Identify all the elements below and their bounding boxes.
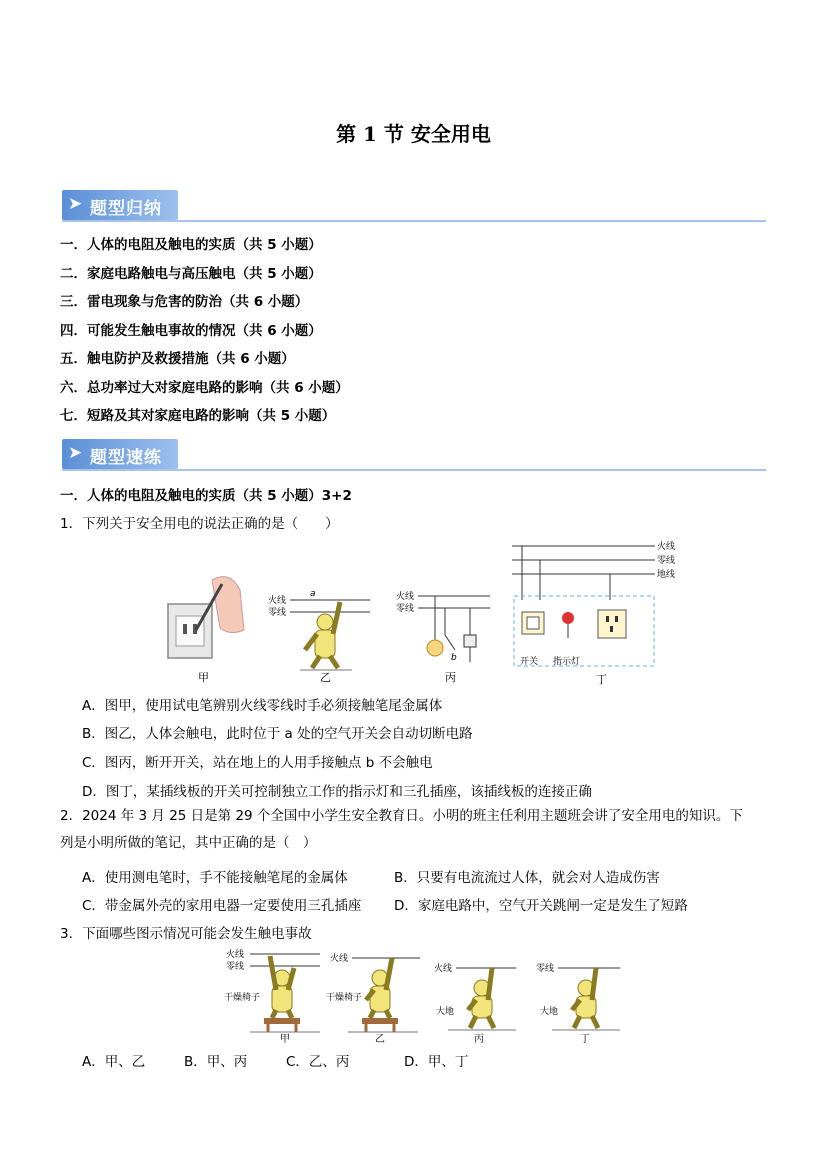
fig-label: 丙 [474, 1034, 484, 1045]
question-1-stem: 1．下列关于安全用电的说法正确的是（ ） [60, 516, 339, 532]
q3-figure-jia [224, 948, 320, 1032]
toc-item[interactable]: 六．总功率过大对家庭电路的影响（共 6 小题） [60, 379, 349, 396]
q3-figure [220, 944, 640, 1044]
section-banner-practice: ➤ 题型速练 [62, 439, 766, 473]
svg-text:大地: 大地 [436, 1007, 455, 1017]
svg-text:干燥椅子: 干燥椅子 [224, 993, 261, 1003]
q1-figure-jia [168, 577, 244, 658]
svg-text:零线: 零线 [396, 604, 415, 614]
fig-label: 甲 [198, 671, 209, 684]
q3-figure-ding [536, 962, 620, 1030]
q2-option-a[interactable]: A．使用测电笔时，手不能接触笔尾的金属体 [82, 870, 348, 886]
svg-text:火线: 火线 [268, 596, 287, 606]
svg-text:开关: 开关 [520, 657, 539, 667]
svg-text:a: a [310, 589, 316, 599]
q1-option-c[interactable]: C．图丙，断开开关，站在地上的人用手接触点 b 不会触电 [82, 755, 433, 771]
toc-item[interactable]: 七．短路及其对家庭电路的影响（共 5 小题） [60, 408, 336, 424]
fig-label: 甲 [280, 1034, 290, 1045]
fig-label: 丙 [445, 671, 456, 684]
toc-item[interactable]: 三．雷电现象与危害的防治（共 6 小题） [60, 294, 309, 310]
q2-option-c[interactable]: C．带金属外壳的家用电器一定要使用三孔插座 [82, 898, 362, 914]
svg-text:火线: 火线 [330, 954, 349, 964]
q3-option-a[interactable]: A．甲、乙 [82, 1054, 146, 1070]
section-heading: 一．人体的电阻及触电的实质（共 5 小题）3+2 [60, 488, 352, 504]
svg-text:火线: 火线 [226, 950, 245, 960]
svg-text:火线: 火线 [396, 592, 415, 602]
q3-option-c[interactable]: C．乙、丙 [286, 1054, 350, 1070]
q1-figure [160, 540, 676, 690]
toc-list [60, 231, 349, 431]
q2-option-b[interactable]: B．只要有电流流过人体，就会对人造成伤害 [394, 870, 660, 886]
svg-text:零线: 零线 [226, 962, 245, 972]
fig-label: 丁 [580, 1034, 590, 1045]
svg-text:火线: 火线 [657, 542, 676, 552]
arrow-icon: ➤ [68, 194, 83, 214]
arrow-icon: ➤ [68, 443, 83, 463]
svg-text:地线: 地线 [657, 570, 676, 580]
section-banner-summary: ➤ 题型归纳 [62, 190, 766, 224]
q1-option-b[interactable]: B．图乙，人体会触电，此时位于 a 处的空气开关会自动切断电路 [82, 726, 473, 742]
svg-text:指示灯: 指示灯 [553, 657, 581, 667]
svg-text:火线: 火线 [434, 964, 453, 974]
q2-option-d[interactable]: D．家庭电路中，空气开关跳闸一定是发生了短路 [394, 898, 688, 914]
q3-figure-yi [326, 952, 420, 1032]
toc-item[interactable]: 五．触电防护及救援措施（共 6 小题） [60, 351, 295, 367]
q1-figure-bing [396, 590, 490, 663]
q3-option-b[interactable]: B．甲、丙 [184, 1054, 248, 1070]
page-title: 第 1 节 安全用电 [336, 122, 491, 146]
fig-label: 乙 [320, 671, 331, 684]
q3-option-d[interactable]: D．甲、丁 [404, 1054, 469, 1070]
q3-figure-bing [434, 962, 516, 1030]
toc-item[interactable]: 一．人体的电阻及触电的实质（共 5 小题） [60, 237, 322, 253]
svg-text:b: b [451, 653, 457, 663]
q1-option-a[interactable]: A．图甲，使用试电笔辨别火线零线时手必须接触笔尾金属体 [82, 698, 443, 714]
q1-option-d[interactable]: D．图丁，某插线板的开关可控制独立工作的指示灯和三孔插座，该插线板的连接正确 [82, 784, 592, 800]
fig-label: 丁 [596, 673, 607, 686]
svg-text:大地: 大地 [540, 1007, 559, 1017]
toc-item[interactable]: 二．家庭电路触电与高压触电（共 5 小题） [60, 265, 322, 282]
question-3-stem: 3．下面哪些图示情况可能会发生触电事故 [60, 926, 312, 942]
q1-figure-ding [512, 540, 675, 667]
question-2-stem: 2．2024 年 3 月 25 日是第 29 个全国中小学生安全教育日。小明的班主任利用主题班会讲了安全用电的知识。下 列是小明所做的笔记，其中正确的是（ ） [60, 808, 743, 851]
toc-item[interactable]: 四．可能发生触电事故的情况（共 6 小题） [60, 322, 322, 339]
q1-figure-yi [268, 589, 370, 670]
svg-text:零线: 零线 [657, 556, 676, 566]
svg-text:干燥椅子: 干燥椅子 [326, 993, 363, 1003]
fig-label: 乙 [375, 1034, 385, 1045]
svg-text:零线: 零线 [268, 608, 287, 618]
svg-text:零线: 零线 [536, 964, 555, 974]
